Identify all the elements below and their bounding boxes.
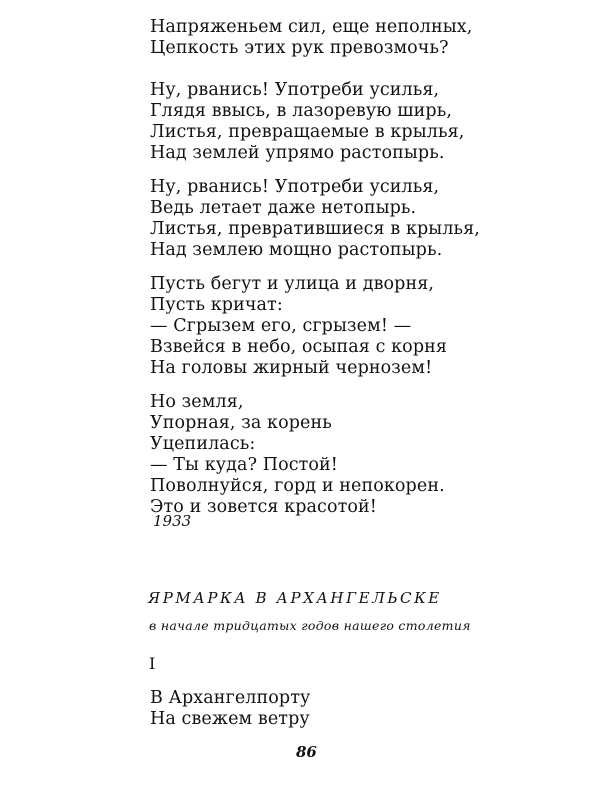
poem-line: Листья, превратившиеся в крылья, [150, 219, 480, 239]
poem-line: Цепкость этих рук превозмочь? [150, 38, 449, 58]
poem-line: Ну, рванись! Употреби усилья, [150, 80, 440, 100]
poem-line: На головы жирный чернозем! [150, 358, 433, 378]
poem-line: Пусть кричат: [150, 295, 283, 315]
poem-line: Поволнуйся, горд и непокорен. [150, 476, 445, 496]
poem-line: Уцепилась: [150, 434, 256, 454]
poem-line: На свежем ветру [150, 709, 310, 729]
part-number: I [149, 654, 156, 673]
poem-title: ЯРМАРКА В АРХАНГЕЛЬСКЕ [148, 589, 442, 607]
poem-line: Это и зовется красотой! [150, 497, 377, 517]
poem-year: 1933 [153, 512, 192, 530]
poem-line: Пусть бегут и улица и дворня, [150, 274, 435, 294]
poem-line: Но земля, [150, 392, 244, 412]
poem-line: Глядя ввысь, в лазоревую ширь, [150, 101, 452, 121]
poem-line: — Ты куда? Постой! [150, 455, 338, 475]
page-number: 86 [296, 743, 317, 761]
poem-subtitle: в начале тридцатых годов нашего столетия [149, 618, 471, 633]
poem-line: В Архангелпорту [150, 688, 311, 708]
poem-line: Напряженьем сил, еще неполных, [150, 17, 473, 37]
poem-line: Над землей упрямо растопырь. [150, 143, 445, 163]
poem-line: Над землею мощно растопырь. [150, 240, 443, 260]
poem-line: Взвейся в небо, осыпая с корня [150, 337, 448, 357]
poem-line: Упорная, за корень [150, 413, 332, 433]
poem-line: Ну, рванись! Употреби усилья, [150, 177, 440, 197]
poem-line: Ведь летает даже нетопырь. [150, 198, 417, 218]
poem-line: Листья, превращаемые в крылья, [150, 122, 465, 142]
poem-line: — Сгрызем его, сгрызем! — [150, 316, 412, 336]
